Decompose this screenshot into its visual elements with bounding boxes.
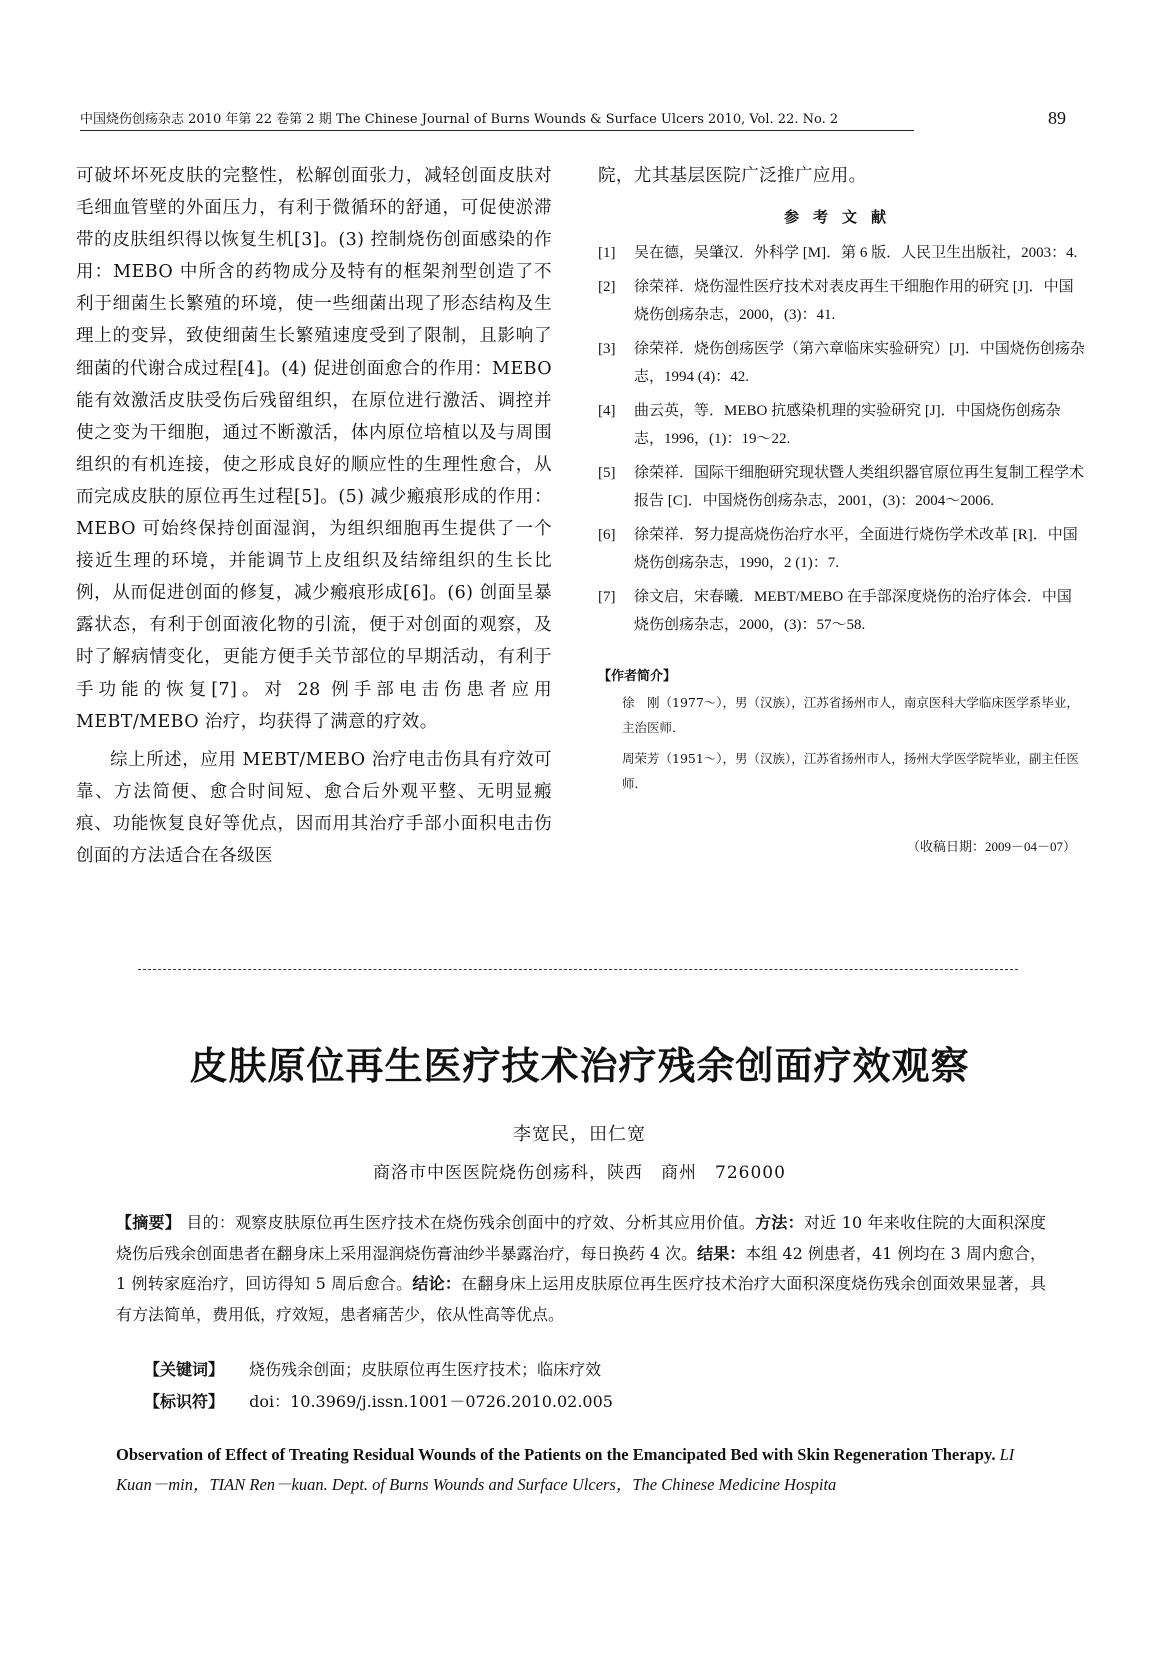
- received-date: （收稿日期：2009－04－07）: [906, 839, 1076, 854]
- identifier-line: [144, 1389, 613, 1412]
- reference-number: [2]: [598, 279, 616, 295]
- reference-text: 徐荣祥．国际干细胞研究现状暨人类组织器官原位再生复制工程学术报告 [C]．中国烧伤创疡杂志，2001，(3)：2004～2006.: [634, 465, 1085, 509]
- abstract-methods: 对近 10 年来收住院的大面积深度烧伤后残余创面患者在翻身床上采用湿润烧伤膏油纱半暴露治疗，每日换药 4 次。: [116, 1213, 1046, 1263]
- english-title: Observation of Effect of Treating Residual Wounds of the Patients on the Emancipated Bed with Skin Regeneration Therapy.: [116, 1445, 996, 1464]
- article-title: 皮肤原位再生医疗技术治疗残余创面疗效观察: [189, 1044, 970, 1088]
- reference-number: [3]: [598, 341, 616, 357]
- article-divider: [138, 969, 1018, 970]
- reference-number: [5]: [598, 465, 616, 481]
- abstract-conclusion: 在翻身床上运用皮肤原位再生医疗技术治疗大面积深度烧伤残余创面效果显著，具有方法简单，费用低，疗效短，患者痛苦少，依从性高等优点。: [116, 1274, 1046, 1324]
- header-rule: [80, 130, 914, 131]
- references-heading: 参考文献: [783, 208, 900, 226]
- keywords: 烧伤残余创面；皮肤原位再生医疗技术；临床疗效: [249, 1360, 602, 1379]
- reference-item: [598, 273, 1086, 329]
- abstract-objective: 目的：观察皮肤原位再生医疗技术在烧伤残余创面中的疗效、分析其应用价值。: [186, 1213, 756, 1232]
- reference-list: [598, 239, 1086, 639]
- reference-text: 徐文启，宋春曦．MEBT/MEBO 在手部深度烧伤的治疗体会．中国烧伤创疡杂志，2000，(3)：57～58.: [634, 589, 1072, 633]
- author-bio-heading: 【作者简介】: [598, 669, 677, 684]
- continued-text: 院，尤其基层医院广泛推广应用。: [598, 166, 867, 186]
- body-paragraph: 可破坏坏死皮肤的完整性，松解创面张力，减轻创面皮肤对毛细血管壁的外面压力，有利于微循环的舒通，可促使淤滞带的皮肤组织得以恢复生机[3]。(3) 控制烧伤创面感染的作用：MEBO 中所含的药物成分及特有的框架剂型创造了不利于细菌生长繁殖的环境，使一些细菌出现了形态结构及生理上的变异，致使细菌生长繁殖速度受到了限制，且影响了细菌的代谢合成过程[4]。(4) 促进创面愈合的作用：MEBO 能有效激活皮肤受伤后残留组织，在原位进行激活、调控并使之变为干细胞，通过不断激活，体内原位培植以及与周围组织的有机连接，使之形成良好的顺应性的生理性愈合，从而完成皮肤的原位再生过程[5]。(5) 减少瘢痕形成的作用：MEBO 可始终保持创面湿润，为组织细胞再生提供了一个接近生理的环境，并能调节上皮组织及结缔组织的生长比例，从而促进创面的修复，减少瘢痕形成[6]。(6) 创面呈暴露状态，有利于创面液化物的引流，便于对创面的观察，及时了解病情变化，更能方便手关节部位的早期活动，有利于手功能的恢复[7]。对 28 例手部电击伤患者应用 MEBT/MEBO 治疗，均获得了满意的疗效。: [76, 166, 552, 732]
- keywords-label: 【关键词】: [144, 1360, 225, 1379]
- author-bio: 徐 刚（1977～），男（汉族），江苏省扬州市人，南京医科大学临床医学系毕业，主治医师．: [622, 695, 1079, 735]
- article-affiliation: 商洛市中医医院烧伤创疡科，陕西 商州 726000: [373, 1163, 786, 1183]
- methods-label: 方法：: [755, 1213, 804, 1232]
- author-bio: 周荣芳（1951～），男（汉族），江苏省扬州市人，扬州大学医学院毕业，副主任医师．: [622, 751, 1079, 791]
- journal-citation: 中国烧伤创疡杂志 2010 年第 22 卷第 2 期 The Chinese Journal of Burns Wounds & Surface Ulcers 2010, Vol. 22. No. 2: [80, 112, 839, 127]
- english-title-block: [116, 1440, 1046, 1500]
- conclusion-label: 结论：: [412, 1274, 462, 1293]
- conclusion-paragraph: 综上所述，应用 MEBT/MEBO 治疗电击伤具有疗效可靠、方法简便、愈合时间短、愈合后外观平整、无明显瘢痕、功能恢复良好等优点，因而用其治疗手部小面积电击伤创面的方法适合在各级医: [76, 749, 552, 866]
- reference-item: [598, 459, 1086, 515]
- reference-item: [598, 239, 1086, 267]
- reference-item: [598, 335, 1086, 391]
- article-authors: 李宽民，田仁宽: [513, 1124, 646, 1145]
- reference-text: 徐荣祥．烧伤创疡医学（第六章临床实验研究）[J]．中国烧伤创疡杂志，1994 (4)：42.: [634, 341, 1085, 385]
- reference-text: 徐荣祥．烧伤湿性医疗技术对表皮再生干细胞作用的研究 [J]．中国烧伤创疡杂志，2000，(3)：41.: [634, 279, 1074, 323]
- doi: doi：10.3969/j.issn.1001－0726.2010.02.005: [249, 1392, 613, 1411]
- keywords-line: [144, 1357, 601, 1380]
- reference-number: [7]: [598, 589, 616, 605]
- english-authors: LI Kuan－min，TIAN Ren－kuan. Dept. of Burns Wounds and Surface Ulcers，The Chinese Medicine Hospita: [116, 1445, 1015, 1494]
- reference-item: [598, 397, 1086, 453]
- reference-text: 吴在德，吴肇汉．外科学 [M]．第 6 版．人民卫生出版社，2003：4.: [634, 245, 1078, 261]
- running-header: [80, 104, 1080, 130]
- reference-text: 徐荣祥．努力提高烧伤治疗水平，全面进行烧伤学术改革 [R]．中国烧伤创疡杂志，1990，2 (1)：7.: [634, 527, 1078, 571]
- reference-number: [6]: [598, 527, 616, 543]
- reference-number: [4]: [598, 403, 616, 419]
- right-column: [598, 160, 1086, 855]
- reference-item: [598, 521, 1086, 577]
- reference-number: [1]: [598, 245, 616, 261]
- abstract-results: 本组 42 例患者，41 例均在 3 周内愈合，1 例转家庭治疗，回访得知 5 周后愈合。: [116, 1243, 1046, 1293]
- identifier-label: 【标识符】: [144, 1392, 225, 1411]
- reference-item: [598, 583, 1086, 639]
- reference-text: 曲云英，等．MEBO 抗感染机理的实验研究 [J]．中国烧伤创疡杂志，1996，(1)：19～22.: [634, 403, 1061, 447]
- page-number: 89: [1048, 108, 1066, 128]
- results-label: 结果：: [697, 1243, 746, 1263]
- abstract-label: 【摘要】: [116, 1213, 182, 1232]
- abstract: [116, 1208, 1046, 1330]
- left-column: [76, 160, 552, 872]
